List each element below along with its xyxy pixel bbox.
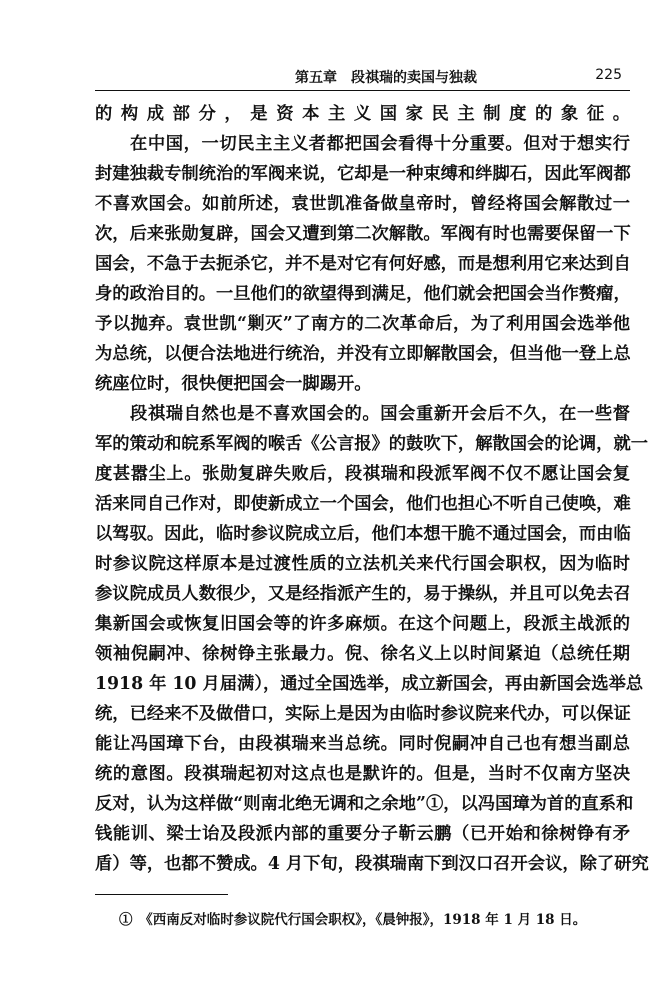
body-text [95, 99, 649, 879]
text-line: 为总统，以便合法地进行统治，并没有立即解散国会，但当他一登上总 [95, 344, 631, 364]
text-line: 予以抛弃。袁世凯“剿灭”了南方的二次革命后，为了利用国会选举他 [95, 314, 630, 334]
text-line: 统的意图。段祺瑞起初对这点也是默许的。但是，当时不仅南方坚决 [95, 764, 630, 784]
text-line: 国会，不急于去扼杀它，并不是对它有何好感，而是想利用它来达到自 [95, 254, 631, 274]
footnote-rule [95, 894, 228, 895]
text-line: 1918 年 10 月届满），通过全国选举，成立新国会，再由新国会选举总 [95, 674, 644, 694]
text-line: 身的政治目的。一旦他们的欲望得到满足，他们就会把国会当作赘瘤， [95, 284, 631, 304]
header-rule [95, 90, 630, 91]
text-line: 反对，认为这样做“则南北绝无调和之余地”①，以冯国璋为首的直系和 [95, 794, 634, 814]
text-line: 集新国会或恢复旧国会等的许多麻烦。在这个问题上，段派主战派的 [95, 614, 630, 634]
text-line: 封建独裁专制统治的军阀来说，它却是一种束缚和绊脚石，因此军阀都 [95, 164, 631, 184]
text-line: 钱能训、梁士诒及段派内部的重要分子靳云鹏（已开始和徐树铮有矛 [95, 824, 630, 844]
text-line: 统座位时，很快便把国会一脚踢开。 [95, 374, 372, 394]
text-line: 的构成部分，是资本主义国家民主制度的象征。 [95, 104, 630, 124]
text-line: 在中国，一切民主主义者都把国会看得十分重要。但对于想实行 [130, 134, 630, 154]
text-line: 以驾驭。因此，临时参议院成立后，他们本想干脆不通过国会，而由临 [95, 524, 631, 544]
text-line: 时参议院这样原本是过渡性质的立法机关来代行国会职权，因为临时 [95, 554, 630, 574]
text-line: 段祺瑞自然也是不喜欢国会的。国会重新开会后不久，在一些督 [130, 404, 630, 424]
text-line: 盾）等，也都不赞成。4 月下旬，段祺瑞南下到汉口召开会议，除了研究 [95, 854, 649, 874]
text-line: 不喜欢国会。如前所述，袁世凯准备做皇帝时，曾经将国会解散过一 [95, 194, 630, 214]
footnote: ① 《西南反对临时参议院代行国会职权》，《晨钟报》，1918 年 1 月 18 日。 [119, 912, 587, 928]
text-line: 能让冯国璋下台，由段祺瑞来当总统。同时倪嗣冲自己也有想当副总 [95, 734, 630, 754]
text-line: 次，后来张勋复辟，国会又遭到第二次解散。军阀有时也需要保留一下 [95, 224, 631, 244]
text-line: 度甚嚣尘上。张勋复辟失败后，段祺瑞和段派军阀不仅不愿让国会复 [95, 464, 630, 484]
text-line: 参议院成员人数很少，又是经指派产生的，易于操纵，并且可以免去召 [95, 584, 631, 604]
text-line: 活来同自己作对，即使新成立一个国会，他们也担心不听自己使唤，难 [95, 494, 631, 514]
running-header [95, 65, 630, 93]
text-line: 军的策动和皖系军阀的喉舌《公言报》的鼓吹下，解散国会的论调，就一 [95, 434, 649, 454]
text-line: 统，已经来不及做借口，实际上是因为由临时参议院来代办，可以保证 [95, 704, 631, 724]
chapter-title: 第五章 段祺瑞的卖国与独裁 [295, 70, 477, 86]
page-number: 225 [595, 67, 622, 83]
text-line: 领袖倪嗣冲、徐树铮主张最力。倪、徐名义上以时间紧迫（总统任期 [95, 644, 630, 664]
